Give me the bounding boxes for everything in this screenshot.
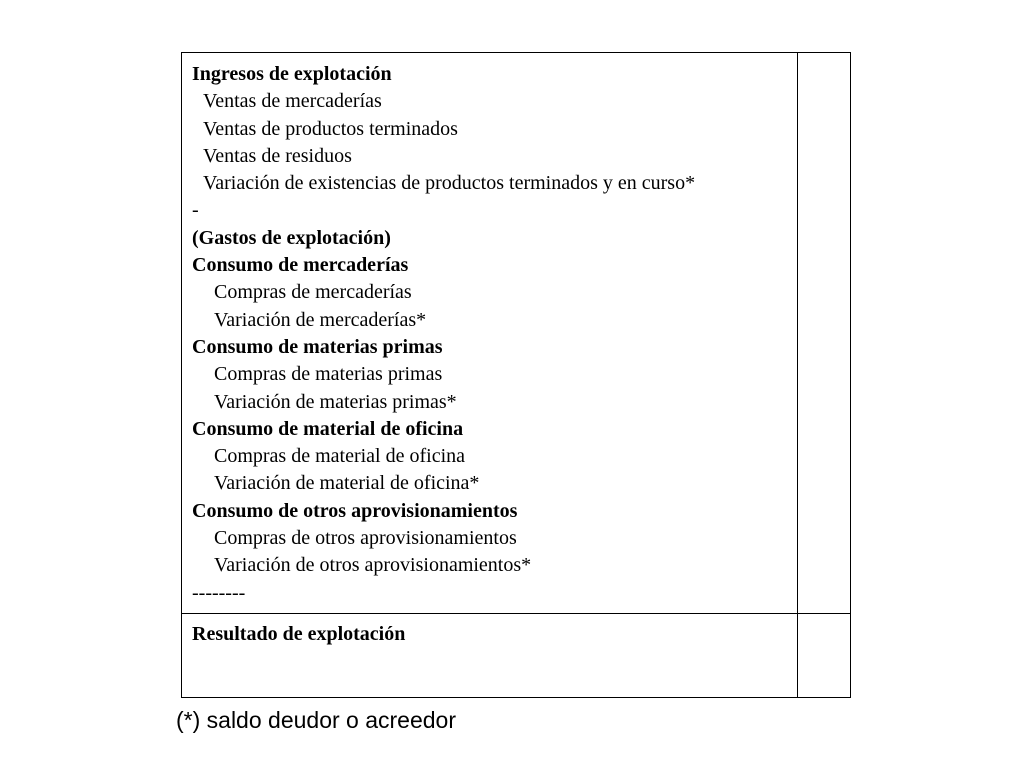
- line-4: Variación de existencias de productos terminados y en curso*: [203, 172, 696, 195]
- line-15: Variación de material de oficina*: [214, 472, 480, 495]
- line-0: Ingresos de explotación: [192, 63, 392, 85]
- row-divider: [182, 613, 850, 614]
- line-7: Consumo de mercaderías: [192, 254, 409, 277]
- line-6: (Gastos de explotación): [192, 226, 391, 249]
- line-2: Ventas de productos terminados: [203, 117, 458, 140]
- line-14: Compras de material de oficina: [214, 445, 466, 468]
- line-13: Consumo de material de oficina: [192, 417, 464, 440]
- line-17: Compras de otros aprovisionamientos: [214, 527, 517, 550]
- line-8: Compras de mercaderías: [214, 281, 412, 304]
- line-11: Compras de materias primas: [214, 363, 443, 386]
- line-3: Ventas de residuos: [203, 144, 352, 167]
- line-9: Variación de mercaderías*: [214, 308, 427, 331]
- line-16: Consumo de otros aprovisionamientos: [192, 499, 518, 522]
- result-label: Resultado de explotación: [192, 623, 406, 645]
- line-12: Variación de materias primas*: [214, 390, 457, 413]
- line-1: Ventas de mercaderías: [203, 90, 382, 113]
- line-19: --------: [192, 581, 246, 604]
- line-10: Consumo de materias primas: [192, 335, 443, 358]
- line-5: -: [192, 199, 199, 222]
- footnote: (*) saldo deudor o acreedor: [176, 707, 456, 733]
- column-divider: [797, 53, 798, 697]
- statement-lines: [192, 61, 792, 607]
- line-18: Variación de otros aprovisionamientos*: [214, 554, 532, 577]
- income-statement-table: [181, 52, 851, 698]
